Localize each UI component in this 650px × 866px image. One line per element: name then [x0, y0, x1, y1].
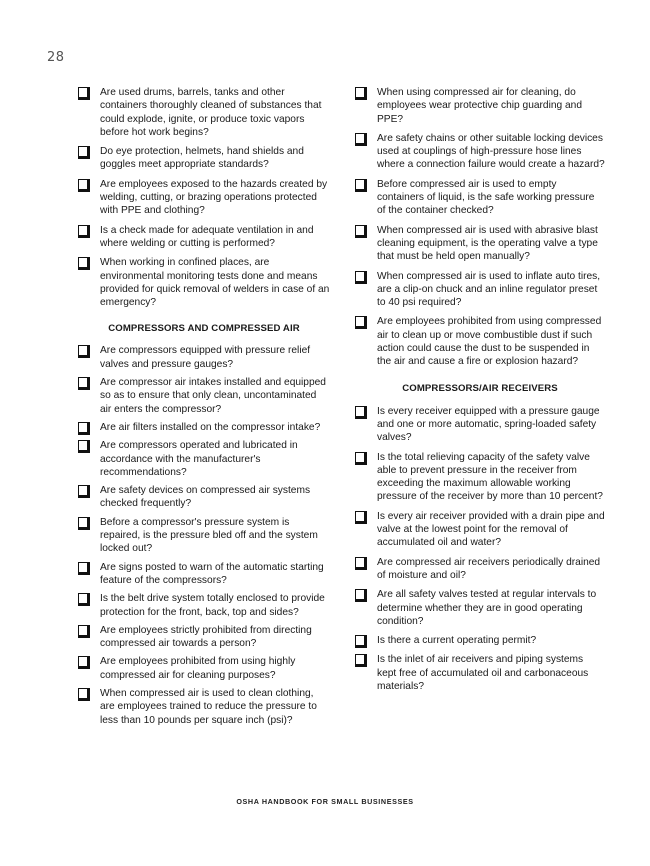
- question-text: When working in confined places, are environmental monitoring tests done and means provided for quick removal of welders in case of an emergency?: [100, 257, 330, 309]
- checkbox[interactable]: [78, 179, 90, 192]
- question-text: Are all safety valves tested at regular intervals to determine whether they are in good operating condition?: [377, 589, 597, 627]
- checklist-item: [355, 224, 605, 264]
- checkbox[interactable]: [355, 654, 367, 667]
- question-text: Are employees prohibited from using compressed air to clean up or move combustible dust if such action could cause the dust to be suspended in the air and cause a fire or explosion hazard?: [377, 316, 602, 368]
- checkbox[interactable]: [355, 635, 367, 648]
- checklist-item: [355, 588, 605, 628]
- checklist-item: [78, 178, 330, 218]
- question-text: Is every air receiver provided with a drain pipe and valve at the lowest point for the removal of accumulated oil and water?: [377, 510, 605, 549]
- checkbox[interactable]: [78, 656, 90, 669]
- checkbox[interactable]: [78, 257, 90, 270]
- footer: OSHA HANDBOOK FOR SMALL BUSINESSES: [236, 797, 414, 806]
- checklist-item: [78, 484, 330, 511]
- question-text: Are used drums, barrels, tanks and other containers thoroughly cleaned of substances that could explode, ignite, or produce toxic vapors before hot work begins?: [100, 87, 322, 138]
- checklist-item: [355, 634, 605, 647]
- question-text: When using compressed air for cleaning, do employees wear protective chip guarding and PPE?: [377, 87, 583, 125]
- checklist-item: [78, 592, 330, 619]
- checklist-item: [78, 439, 330, 479]
- checklist-item: [78, 687, 330, 727]
- checkbox[interactable]: [355, 225, 367, 238]
- checkbox[interactable]: [78, 345, 90, 358]
- checklist-item: [78, 655, 330, 682]
- checklist-item: [78, 376, 330, 416]
- checkbox[interactable]: [355, 133, 367, 146]
- question-text: Are employees strictly prohibited from directing compressed air towards a person?: [100, 624, 312, 650]
- checklist-item: [355, 510, 605, 550]
- checklist-item: [78, 224, 330, 251]
- checklist-item: [355, 556, 605, 583]
- question-text: Is the inlet of air receivers and piping systems kept free of accumulated oil and carbonaceous materials?: [377, 654, 589, 692]
- section-heading: COMPRESSORS/AIR RECEIVERS: [402, 382, 558, 394]
- question-text: Are employees exposed to the hazards created by welding, cutting, or brazing operations protected with PPE and clothing?: [100, 178, 328, 217]
- checklist-item: [355, 178, 605, 218]
- checkbox[interactable]: [78, 87, 90, 100]
- question-text: Are air filters installed on the compressor intake?: [100, 421, 321, 433]
- checkbox[interactable]: [78, 593, 90, 606]
- question-text: Is there a current operating permit?: [377, 635, 537, 647]
- question-text: Are compressor air intakes installed and equipped so as to ensure that only clean, uncontaminated air enters the compressor?: [100, 377, 326, 415]
- checkbox[interactable]: [78, 688, 90, 701]
- question-text: Are compressors operated and lubricated in accordance with the manufacturer's recommendations?: [100, 440, 298, 478]
- right-column: [355, 86, 605, 693]
- checkbox[interactable]: [355, 452, 367, 465]
- checklist-item: [355, 653, 605, 693]
- checklist-item: [78, 624, 330, 651]
- question-text: Is the total relieving capacity of the safety valve able to prevent pressure in the receiver from exceeding the maximum allowable working pressure of the receiver by more than 10 percent?: [377, 451, 603, 503]
- checklist-item: [78, 256, 330, 309]
- question-text: Are safety chains or other suitable locking devices used at couplings of high-pressure hose lines where a connection failure would create a hazard?: [377, 132, 605, 171]
- question-text: When compressed air is used to inflate auto tires, are a clip-on chuck and an inline regulator preset to 40 psi required?: [377, 270, 601, 309]
- checklist-item: [355, 270, 605, 310]
- checkbox[interactable]: [78, 485, 90, 498]
- checklist-item: [78, 86, 330, 139]
- question-text: Before a compressor's pressure system is repaired, is the pressure bled off and the system locked out?: [100, 516, 318, 555]
- checklist-item: [78, 145, 330, 172]
- checkbox[interactable]: [78, 422, 90, 435]
- checklist-item: [78, 561, 330, 588]
- checklist-item: [355, 132, 605, 172]
- question-text: When compressed air is used with abrasive blast cleaning equipment, is the operating valve a type that must be held open manually?: [377, 224, 598, 263]
- checkbox[interactable]: [78, 146, 90, 159]
- question-text: Is every receiver equipped with a pressure gauge and one or more automatic, spring-loaded safety valves?: [377, 405, 600, 444]
- checklist-item: [78, 344, 330, 371]
- question-text: Are compressed air receivers periodically drained of moisture and oil?: [377, 556, 601, 581]
- checkbox[interactable]: [78, 562, 90, 575]
- checkbox[interactable]: [78, 440, 90, 453]
- checkbox[interactable]: [78, 517, 90, 530]
- checkbox[interactable]: [355, 557, 367, 570]
- question-text: Before compressed air is used to empty containers of liquid, is the safe working pressure of the container checked?: [377, 178, 595, 217]
- checkbox[interactable]: [355, 316, 367, 329]
- checklist-item: [355, 315, 605, 368]
- checkbox[interactable]: [78, 625, 90, 638]
- question-text: When compressed air is used to clean clothing, are employees trained to reduce the pressure to less than 10 pounds per square inch (psi)?: [100, 687, 317, 726]
- question-text: Are signs posted to warn of the automatic starting feature of the compressors?: [100, 561, 324, 586]
- section-heading: COMPRESSORS AND COMPRESSED AIR: [108, 323, 300, 335]
- checklist-item: [78, 516, 330, 556]
- question-text: Are safety devices on compressed air systems checked frequently?: [100, 485, 311, 510]
- checkbox[interactable]: [78, 225, 90, 238]
- checklist-item: [355, 405, 605, 445]
- left-column: [78, 86, 330, 727]
- checklist-item: [355, 451, 605, 504]
- checkbox[interactable]: [355, 271, 367, 284]
- question-text: Is the belt drive system totally enclosed to provide protection for the front, back, top and sides?: [100, 593, 325, 618]
- checkbox[interactable]: [355, 511, 367, 524]
- page-number: 28: [47, 50, 65, 65]
- checkbox[interactable]: [355, 589, 367, 602]
- checklist-item: [78, 421, 330, 434]
- question-text: Do eye protection, helmets, hand shields and goggles meet appropriate standards?: [100, 146, 304, 171]
- checklist-item: [355, 86, 605, 126]
- checkbox[interactable]: [78, 377, 90, 390]
- question-text: Are employees prohibited from using highly compressed air for cleaning purposes?: [100, 656, 296, 681]
- checkbox[interactable]: [355, 179, 367, 192]
- question-text: Are compressors equipped with pressure relief valves and pressure gauges?: [100, 345, 311, 370]
- checkbox[interactable]: [355, 87, 367, 100]
- question-text: Is a check made for adequate ventilation in and where welding or cutting is performed?: [100, 224, 314, 249]
- checkbox[interactable]: [355, 406, 367, 419]
